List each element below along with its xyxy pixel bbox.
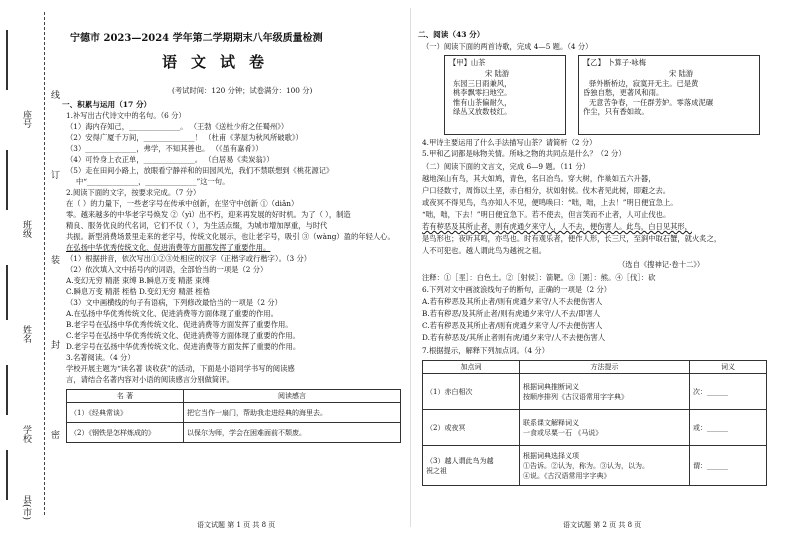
page-footer: 语文试题 第 2 页 共 8 页 [563,521,642,529]
annotation-line: 注释：①［垩］：白色土。②［射侯］：箭靶。③［罴］：熊。④［伐］：砍 [422,273,656,282]
poem-a-box [444,55,566,135]
table-cell: 根据词典推断词义 按顺序排列《古汉语常用字字典》 [520,374,690,410]
table-cell: 以保尔为师，学会在困难面前不颓废。 [184,423,401,443]
question-line: （2）安得广厦千万间，______________！ （杜甫《茅屋为秋风所破歌》） [66,133,303,142]
passage-line: 户口径数寸，周饰以土垩，赤白相分，状如射侯。伐木者见此树，即避之去。 [422,186,671,195]
field-line [6,365,8,415]
question-line: 一、积累与运用（17 分） [62,100,152,109]
page-1 [62,0,407,535]
passage-line: 在（ ）的力量下，一些老字号在传承中创新，在坚守中创新 ①（diǎn） [66,199,299,208]
question-line: （二）阅读下面的文言文，完成 6—9 题。（11 分） [422,162,590,171]
table-header: 方法提示 [520,361,690,374]
poem-line: 驿外断桥边，寂寞开无主。已是黄 [589,78,699,88]
passage-line: 是鸟形也；夜听其鸣，亦鸟也。时有观乐者，便作人形，长三尺，至涧中取石蟹，就火炙之， [422,234,722,243]
option-line: C.若有秽恶及其所止者/则有虎通夕来守人/不去便伤害人 [422,321,603,330]
question-line: （1）根据拼音，依次写出①②③处相应的汉字（正楷字或行楷字）。（3 分） [66,254,312,263]
table-cell: （2）《钢铁是怎样炼成的》 [67,423,184,443]
field-line [6,150,8,210]
table-header: 加点词 [423,361,520,374]
poem-line: 绿丛又放数枝红。 [453,107,512,117]
field-line [6,450,8,500]
poem-b-author: 宋 陆游 [669,69,694,79]
question-line: （一）阅读下面的两首诗歌，完成 4—5 题。（4 分） [422,42,593,51]
passage-line: 越地深山有鸟，其大如鸠，青色，名曰冶鸟。穿大树，作巢如五六升器， [422,174,656,183]
option-line: A.若有秽恶及其所止者/则有虎通夕来守/人不去便伤害人 [422,297,603,306]
word-table [422,360,767,486]
passage-line: “咄，咄，下去！”明日便宜急下。若不使去，但言笑而不止者，人可止伐也。 [422,210,671,219]
poem-line: 惟有山茶偏耐久， [453,97,512,107]
passage-line: 人不可犯也。越人谓此鸟为越祝之祖。 [422,246,547,255]
feng-label: 封 [49,340,59,349]
bind-label: 订 [49,170,59,179]
question-line: 1.补写出古代诗文中的名句。（6 分） [66,111,186,120]
field-line [6,265,8,320]
option-line: D.老字号在弘扬中华优秀传统文化、促进消费等方面发挥了重要的作用。 [66,342,301,351]
poem-line: 东园三日雨兼风， [453,78,512,88]
passage-line: 或夜冥不得见鸟，鸟亦知人不见，便鸣唤曰：“咄，咄，上去！”明日便宜急上。 [422,198,678,207]
question-line: 学校开展主题为“读名著 谈收获”的活动，下面是小语同学书写的阅读感 [66,364,295,373]
passage-line: 精良、服务优良的代名词，它们不仅（ ），为生活点缀，为城市增加厚重，与时代 [66,221,328,230]
paper-title: 语文试卷 [162,53,279,71]
question-line: 6.下列对文中画波浪线句子的断句，正确的一项是（2 分） [422,285,612,294]
table-header: 名 著 [67,390,184,403]
cut-line [44,12,45,515]
name-label: 姓名 [21,325,31,343]
poem-b-box [578,55,760,135]
table-header: 阅读感言 [184,390,401,403]
school-label: 学校 [21,425,31,443]
table-cell: 把它当作一扇门，帮助我走进经典的海里去。 [184,403,401,423]
passage-line: 零。越来越多的中华老字号焕发 ②（yì）出不朽，迎来再发展的好时机。为了（ ），制造 [66,210,351,219]
answer-cell[interactable]: 或：______ [690,410,767,446]
option-line: D.若有秽恶及/其所止者则有虎/通夕来守/人不去便伤害人 [422,333,606,342]
poem-line: 作尘，只有香如故。 [583,107,649,117]
poem-a-title: 【甲】山茶 [449,58,486,67]
option-line: C.老字号在弘扬中华优秀传统文化、促进消费等方面体现了重要的作用。 [66,331,300,340]
reading-table [66,389,401,443]
seal-label: 装 [49,255,59,264]
table-cell: 联系课文解释词义 一食或尽粟一石 《马说》 [520,410,690,446]
binding-strip [0,0,60,535]
question-line: 中“______________，______________”这一句。 [76,177,230,186]
option-line: A.变幻无穷 精湛 束缚 B.瞬息万变 精湛 束缚 [66,276,210,285]
exam-info: (考试时间：120 分钟；试卷满分：100 分) [172,86,313,95]
poem-line: 昏独自愁，更著风和雨。 [583,88,664,98]
question-line: 7.根据提示，解释下列加点词。（4 分） [422,346,550,355]
answer-cell[interactable]: 次：______ [690,374,767,410]
page-2 [418,0,788,535]
option-line: B.若有秽恶/及其所止者/则有虎通夕来守/人不去/即害人 [422,309,601,318]
poem-b-title: 【乙】 卜算子·咏梅 [583,58,647,67]
table-header: 词义 [690,361,767,374]
field-line [6,30,8,90]
passage-line: 共振。新型消费场景里走来的老字号，传统文化展示，也让老字号，吸引 ③（wàng）盈的年轻人心。 [66,232,395,241]
question-line: （3）______________，弗学，不知其善也。 （《虽有嘉肴》） [66,144,263,153]
question-line: （2）依次填入文中括号内的词语，全部恰当的一项是（2 分） [66,265,268,274]
sealed-label: 密 [49,430,59,439]
question-line: 5.甲和乙词都是咏物关情。所咏之物的共同点是什么？（2 分） [422,149,626,158]
section-title: 二、阅读（43 分） [418,30,485,39]
line-label: 线 [49,90,59,99]
poem-a-author: 宋 陆游 [485,69,510,79]
poem-line: 桃李飘零扫地空。 [453,88,512,98]
table-cell: 根据词典选择义项 ①告诉。②认为，称为。③认为，以为。 ④说。《古汉语常用字字典》 [520,446,690,486]
page-divider [410,8,411,527]
source-citation: （选自《搜神记·卷十二》） [618,260,705,269]
option-line: B.老字号在弘扬中华优秀传统文化、促进消费等方面发挥了重要作用。 [66,320,293,329]
table-cell: （3）越人谓此鸟为越 祝之祖 [423,446,520,486]
poem-line: 无意苦争春，一任群芳妒。零落成泥碾 [589,97,714,107]
table-cell: （1）赤白相次 [423,374,520,410]
question-line: （3）文中画横线的句子有语病，下列修改最恰当的一项是（2 分） [66,298,282,307]
table-cell: （2）或夜冥 [423,410,520,446]
question-line: （4）可怜身上衣正单，______________。 （白居易《卖炭翁》） [66,155,274,164]
class-label: 班级 [21,220,31,238]
option-line: A.在弘扬中华优秀传统文化、促进消费等方面体现了重要的作用。 [66,309,278,318]
question-line: 言，请结合名著内容对小语的阅读感言分别做简评。 [66,375,234,384]
question-line: （1）海内存知己，______________。 （王勃《送杜少府之任蜀州》） [66,122,289,131]
underlined-sentence: 在弘扬中华优秀传统文化、促进消费等方面都发挥了重要作用。 [66,243,271,252]
option-line: C.瞬息万变 精湛 桎梏 D.变幻无穷 精湛 桎梏 [66,287,210,296]
city-label: 县(市) [21,495,31,521]
wavy-sentence: 若有秽恶及其所止者，则有虎通夕来守人，人不去，便伤害人。此鸟，白日见其形， [422,222,692,231]
question-line: 2.阅读下面的文字，按要求完成。（7 分） [66,188,201,197]
table-cell: （1）《经典常谈》 [67,403,184,423]
seat-label: 座号 [21,110,31,128]
question-line: 3.名著阅读。（4 分） [66,353,135,362]
question-line: （5）走在田间小路上，放眼看宁静祥和的田园风光，我们不禁联想到《桃花源记》 [66,166,334,175]
question-line: 4.甲诗主要运用了什么手法描写山茶？请简析（2 分） [422,138,597,147]
exam-header: 宁德市 2023—2024 学年第二学期期末八年级质量检测 [70,33,323,44]
page-footer: 语文试题 第 1 页 共 8 页 [197,521,276,529]
answer-cell[interactable]: 谓：______ [690,446,767,486]
